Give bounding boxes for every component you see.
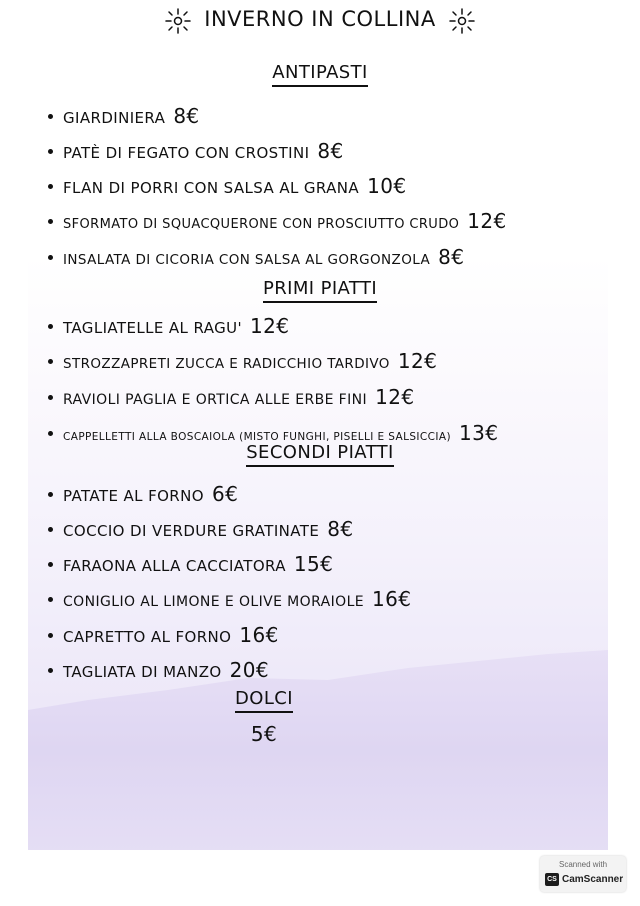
bullet [48, 395, 53, 400]
item-price: 8€ [438, 245, 465, 269]
scanner-badge [540, 856, 626, 892]
bullet [48, 492, 53, 497]
menu-title-row [0, 6, 640, 36]
item-price: 20€ [229, 658, 269, 682]
menu-item [48, 310, 498, 345]
bullet [48, 255, 53, 260]
item-price: 12€ [375, 385, 415, 409]
bullet [48, 184, 53, 189]
item-name: INSALATA DI CICORIA CON SALSA AL GORGONZOLA [63, 252, 431, 268]
item-price: 8€ [327, 517, 354, 541]
bullet [48, 359, 53, 364]
item-name: FARAONA ALLA CACCIATORA [63, 557, 286, 575]
item-price: 16€ [239, 623, 279, 647]
menu-item [48, 478, 411, 513]
item-name: PATATE AL FORNO [63, 487, 204, 505]
item-name: PATÈ DI FEGATO CON CROSTINI [63, 144, 310, 162]
menu-item [48, 100, 507, 135]
item-name: FLAN DI PORRI CON SALSA AL GRANA [63, 179, 360, 197]
section-heading-dolci: DOLCI [0, 688, 528, 709]
sun-icon [163, 6, 193, 36]
menu-item [48, 583, 411, 619]
bullet [48, 324, 53, 329]
antipasti-list [48, 100, 507, 277]
item-name: RAVIOLI PAGLIA E ORTICA ALLE ERBE FINI [63, 392, 368, 408]
item-price: 16€ [372, 587, 412, 611]
item-price: 12€ [250, 314, 290, 338]
item-price: 12€ [467, 209, 507, 233]
bullet [48, 219, 53, 224]
scanner-name: CamScanner [562, 874, 624, 885]
item-price: 15€ [293, 552, 334, 576]
item-name: TAGLIATELLE AL RAGU' [63, 319, 243, 337]
item-name: SFORMATO DI SQUACQUERONE CON PROSCIUTTO CRUDO [63, 217, 460, 232]
item-price: 13€ [458, 421, 499, 445]
item-name: CAPRETTO AL FORNO [63, 628, 232, 646]
menu-item [48, 381, 498, 417]
item-price: 6€ [211, 482, 239, 506]
bullet [48, 597, 53, 602]
camscanner-logo-icon: CS [545, 873, 559, 886]
section-heading-primi: PRIMI PIATTI [0, 278, 640, 299]
bullet [48, 668, 53, 673]
bullet [48, 114, 53, 119]
bullet [48, 633, 53, 638]
menu-item [48, 345, 498, 381]
bullet [48, 562, 53, 567]
item-name: TAGLIATA DI MANZO [63, 663, 222, 681]
item-price: 12€ [397, 349, 438, 373]
dolci-price: 5€ [250, 722, 278, 746]
menu-item [48, 135, 507, 170]
menu-title: INVERNO IN COLLINA [204, 6, 436, 31]
menu-item [48, 241, 507, 277]
item-price: 8€ [317, 139, 344, 163]
bullet [48, 527, 53, 532]
bullet [48, 149, 53, 154]
item-name: STROZZAPRETI ZUCCA E RADICCHIO TARDIVO [63, 356, 390, 372]
bullet [48, 431, 53, 436]
section-heading-antipasti: ANTIPASTI [0, 62, 640, 83]
scanner-caption: Scanned with [558, 860, 608, 869]
item-name: COCCIO DI VERDURE GRATINATE [63, 522, 320, 540]
menu-item [48, 170, 507, 205]
menu-item [48, 205, 507, 241]
item-name: CAPPELLETTI ALLA BOSCAIOLA (MISTO FUNGHI, PISELLI E SALSICCIA) [63, 431, 451, 443]
menu-item [48, 619, 411, 654]
primi-list [48, 310, 498, 454]
item-price: 10€ [367, 174, 407, 198]
menu-item [48, 513, 411, 548]
sun-icon [447, 6, 477, 36]
section-heading-secondi: SECONDI PIATTI [0, 442, 640, 463]
item-price: 8€ [173, 104, 200, 128]
item-name: GIARDINIERA [63, 109, 166, 127]
menu-item [48, 548, 411, 583]
secondi-list [48, 478, 411, 689]
menu-item [48, 654, 411, 689]
item-name: CONIGLIO AL LIMONE E OLIVE MORAIOLE [63, 594, 365, 610]
